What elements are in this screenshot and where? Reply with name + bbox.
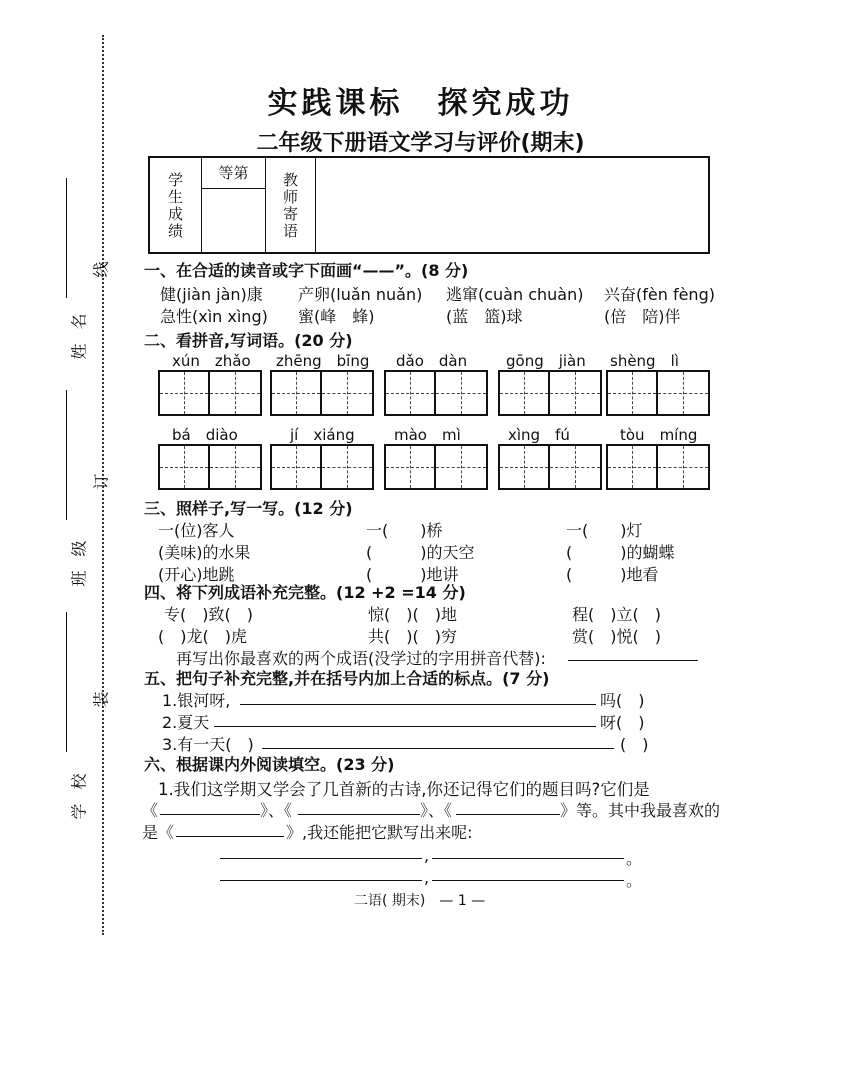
s5-answer-line[interactable] [262, 748, 614, 749]
s3-blank[interactable]: ( )地讲 [366, 565, 459, 584]
favorite-idiom-prompt: 再写出你最喜欢的两个成语(没学过的字用拼音代替): [176, 649, 546, 668]
pinyin-label: jí xiáng [290, 426, 355, 444]
writing-grid[interactable] [384, 370, 488, 416]
s1-item[interactable]: 急性(xìn xìng) [160, 307, 268, 326]
s3-blank[interactable]: ( )的天空 [366, 543, 475, 562]
pinyin-label: tòu míng [620, 426, 698, 444]
writing-grid[interactable] [606, 444, 710, 490]
poem-title-blank[interactable] [160, 814, 260, 815]
pinyin-label: shèng lì [610, 352, 679, 370]
poem-line-blank[interactable] [432, 880, 624, 881]
s3-example: 一(位)客人 [158, 521, 235, 540]
pinyin-label: mào mì [394, 426, 461, 444]
s3-blank[interactable]: ( )地看 [566, 565, 659, 584]
s3-blank[interactable]: 一( )灯 [566, 521, 643, 540]
favorite-idiom-line[interactable] [568, 660, 698, 661]
writing-grid[interactable] [270, 370, 374, 416]
s6-bracket: 是《 [142, 823, 175, 842]
score-table [148, 156, 710, 254]
section-5-title: 五、把句子补充完整,并在括号内加上合适的标点。(7 分) [144, 669, 550, 688]
pinyin-label: zhēng bīng [276, 352, 370, 370]
section-2-title: 二、看拼音,写词语。(20 分) [144, 331, 353, 350]
pinyin-label: dǎo dàn [396, 352, 468, 370]
s5-start: 2.夏天 [162, 713, 210, 732]
s6-tail: 》,我还能把它默写出来呢: [286, 823, 473, 842]
grade-cell[interactable] [202, 158, 266, 252]
s6-tail: 》等。其中我最喜欢的 [560, 801, 721, 820]
class-label: 班级 [69, 526, 89, 587]
s1-item[interactable]: 产卵(luǎn nuǎn) [298, 285, 423, 304]
poem-period: 。 [626, 849, 643, 868]
poem-comma: , [424, 846, 430, 865]
poem-line-blank[interactable] [220, 858, 422, 859]
s5-start: 1.银河呀, [162, 691, 231, 710]
s6-question-line: 1.我们这学期又学会了几首新的古诗,你还记得它们的题目吗?它们是 [158, 780, 650, 799]
section-4-title: 四、将下列成语补充完整。(12 +2 =14 分) [144, 583, 466, 602]
name-line [66, 178, 67, 298]
s1-item[interactable]: 蜜(峰 蜂) [298, 307, 375, 326]
s3-example: (美味)的水果 [158, 543, 251, 562]
s5-end[interactable]: 呀( ) [600, 713, 645, 732]
pinyin-label: bá diào [172, 426, 238, 444]
binding-line-label: 线 [91, 261, 111, 278]
favorite-poem-blank[interactable] [176, 836, 284, 837]
school-label: 学校 [69, 759, 89, 820]
s5-end[interactable]: ( ) [620, 735, 649, 754]
poem-comma: , [424, 868, 430, 887]
writing-grid[interactable] [270, 444, 374, 490]
poem-period: 。 [626, 871, 643, 890]
pinyin-label: gōng jiàn [506, 352, 586, 370]
binding-pack-label: 装 [91, 691, 111, 708]
pinyin-label: xìng fú [508, 426, 570, 444]
s6-bracket: 》、《 [420, 801, 453, 820]
s6-bracket: 《 [142, 801, 159, 820]
name-label: 姓名 [69, 299, 89, 360]
slogan: 实践课标 探究成功 [267, 86, 574, 121]
idiom-blank[interactable]: 赏( )悦( ) [572, 627, 661, 646]
poem-line-blank[interactable] [220, 880, 422, 881]
idiom-blank[interactable]: 程( )立( ) [572, 605, 661, 624]
s5-answer-line[interactable] [240, 704, 596, 705]
pinyin-label: xún zhǎo [172, 352, 251, 370]
s5-answer-line[interactable] [214, 726, 596, 727]
writing-grid[interactable] [498, 370, 602, 416]
s3-example: (开心)地跳 [158, 565, 235, 584]
writing-grid[interactable] [158, 444, 262, 490]
teacher-message-area[interactable] [316, 158, 708, 252]
idiom-blank[interactable]: 惊( )( )地 [368, 605, 457, 624]
poem-title-blank[interactable] [456, 814, 560, 815]
idiom-blank[interactable]: 专( )致( ) [164, 605, 253, 624]
s3-blank[interactable]: 一( )桥 [366, 521, 443, 540]
s5-end[interactable]: 吗( ) [600, 691, 645, 710]
grade-header: 等第 [202, 158, 265, 189]
section-3-title: 三、照样子,写一写。(12 分) [144, 499, 353, 518]
binding-bind-label: 订 [91, 473, 111, 490]
section-1-title: 一、在合适的读音或字下面画“——”。(8 分) [144, 261, 469, 280]
school-line [66, 612, 67, 752]
poem-title-blank[interactable] [298, 814, 420, 815]
poem-line-blank[interactable] [432, 858, 624, 859]
idiom-blank[interactable]: 共( )( )穷 [368, 627, 457, 646]
class-line [66, 390, 67, 520]
s1-item[interactable]: (倍 陪)伴 [604, 307, 681, 326]
page-title: 二年级下册语文学习与评价(期末) [256, 131, 585, 156]
s3-blank[interactable]: ( )的蝴蝶 [566, 543, 675, 562]
s6-bracket: 》、《 [260, 801, 293, 820]
writing-grid[interactable] [498, 444, 602, 490]
student-score-label: 学 生 成 绩 [150, 158, 202, 252]
s1-item[interactable]: 逃窜(cuàn chuàn) [446, 285, 584, 304]
writing-grid[interactable] [158, 370, 262, 416]
s1-item[interactable]: 兴奋(fèn fèng) [604, 285, 715, 304]
section-6-title: 六、根据课内外阅读填空。(23 分) [144, 755, 395, 774]
writing-grid[interactable] [606, 370, 710, 416]
s1-item[interactable]: (蓝 篮)球 [446, 307, 523, 326]
teacher-message-label: 教 师 寄 语 [266, 158, 316, 252]
s1-item[interactable]: 健(jiàn jàn)康 [160, 285, 263, 304]
idiom-blank[interactable]: ( )龙( )虎 [158, 627, 247, 646]
writing-grid[interactable] [384, 444, 488, 490]
page-footer: 二语( 期末) — 1 — [354, 893, 486, 909]
s5-start[interactable]: 3.有一天( ) [162, 735, 254, 754]
